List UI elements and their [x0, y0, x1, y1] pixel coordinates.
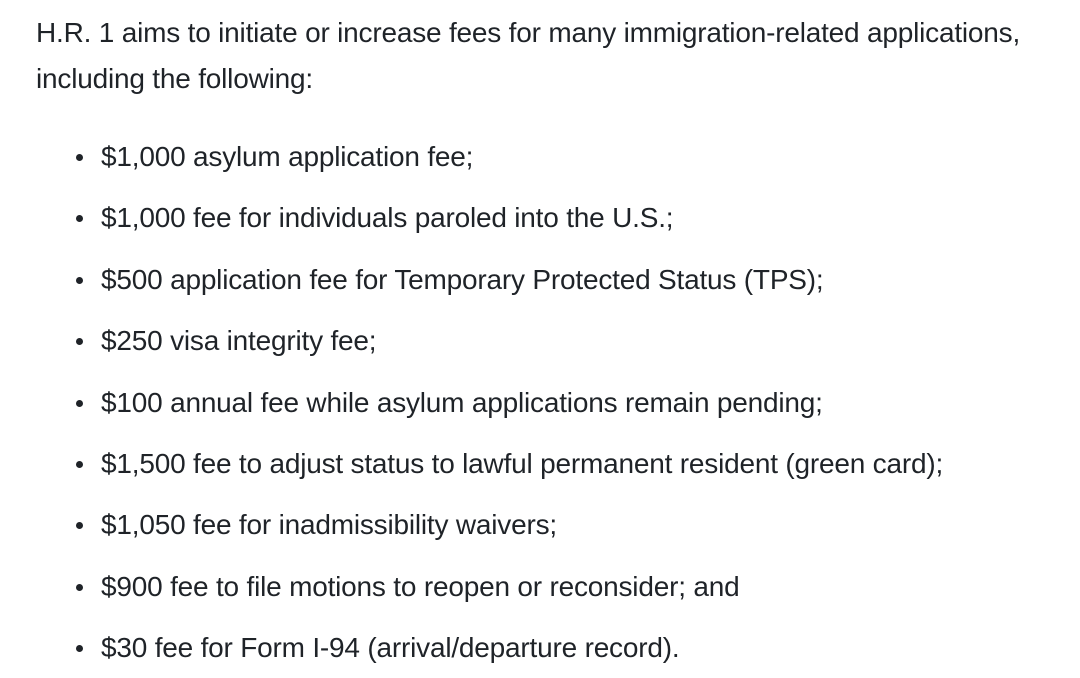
fee-text: $100 annual fee while asylum applications remain pending;	[101, 386, 823, 418]
intro-paragraph: H.R. 1 aims to initiate or increase fees for many immigration-related applications, including the following:	[36, 17, 1021, 94]
bullet-dot-icon	[76, 154, 83, 161]
bullet-dot-icon	[76, 277, 83, 284]
list-item	[76, 447, 1044, 481]
list-item	[76, 324, 1044, 358]
list-item	[76, 201, 1044, 235]
list-item	[76, 570, 1044, 604]
bullet-dot-icon	[76, 584, 83, 591]
list-item	[76, 263, 1044, 297]
bullet-dot-icon	[76, 522, 83, 529]
bullet-dot-icon	[76, 461, 83, 468]
fee-list	[36, 140, 1044, 665]
bullet-dot-icon	[76, 400, 83, 407]
fee-text: $1,500 fee to adjust status to lawful permanent resident (green card);	[101, 447, 944, 479]
fee-text: $1,050 fee for inadmissibility waivers;	[101, 509, 557, 541]
bullet-dot-icon	[76, 645, 83, 652]
fee-text: $1,000 asylum application fee;	[101, 141, 474, 172]
fee-text: $500 application fee for Temporary Protected Status (TPS);	[101, 263, 824, 295]
bullet-dot-icon	[76, 215, 83, 222]
bullet-dot-icon	[76, 338, 83, 345]
fee-text: $30 fee for Form I-94 (arrival/departure record).	[101, 632, 680, 664]
fee-text: $900 fee to file motions to reopen or reconsider; and	[101, 570, 740, 602]
list-item	[76, 508, 1044, 542]
fee-text: $250 visa integrity fee;	[101, 325, 377, 357]
fee-text: $1,000 fee for individuals paroled into the U.S.;	[101, 202, 674, 234]
list-item	[76, 631, 1044, 665]
list-item	[76, 140, 1044, 174]
list-item	[76, 386, 1044, 420]
